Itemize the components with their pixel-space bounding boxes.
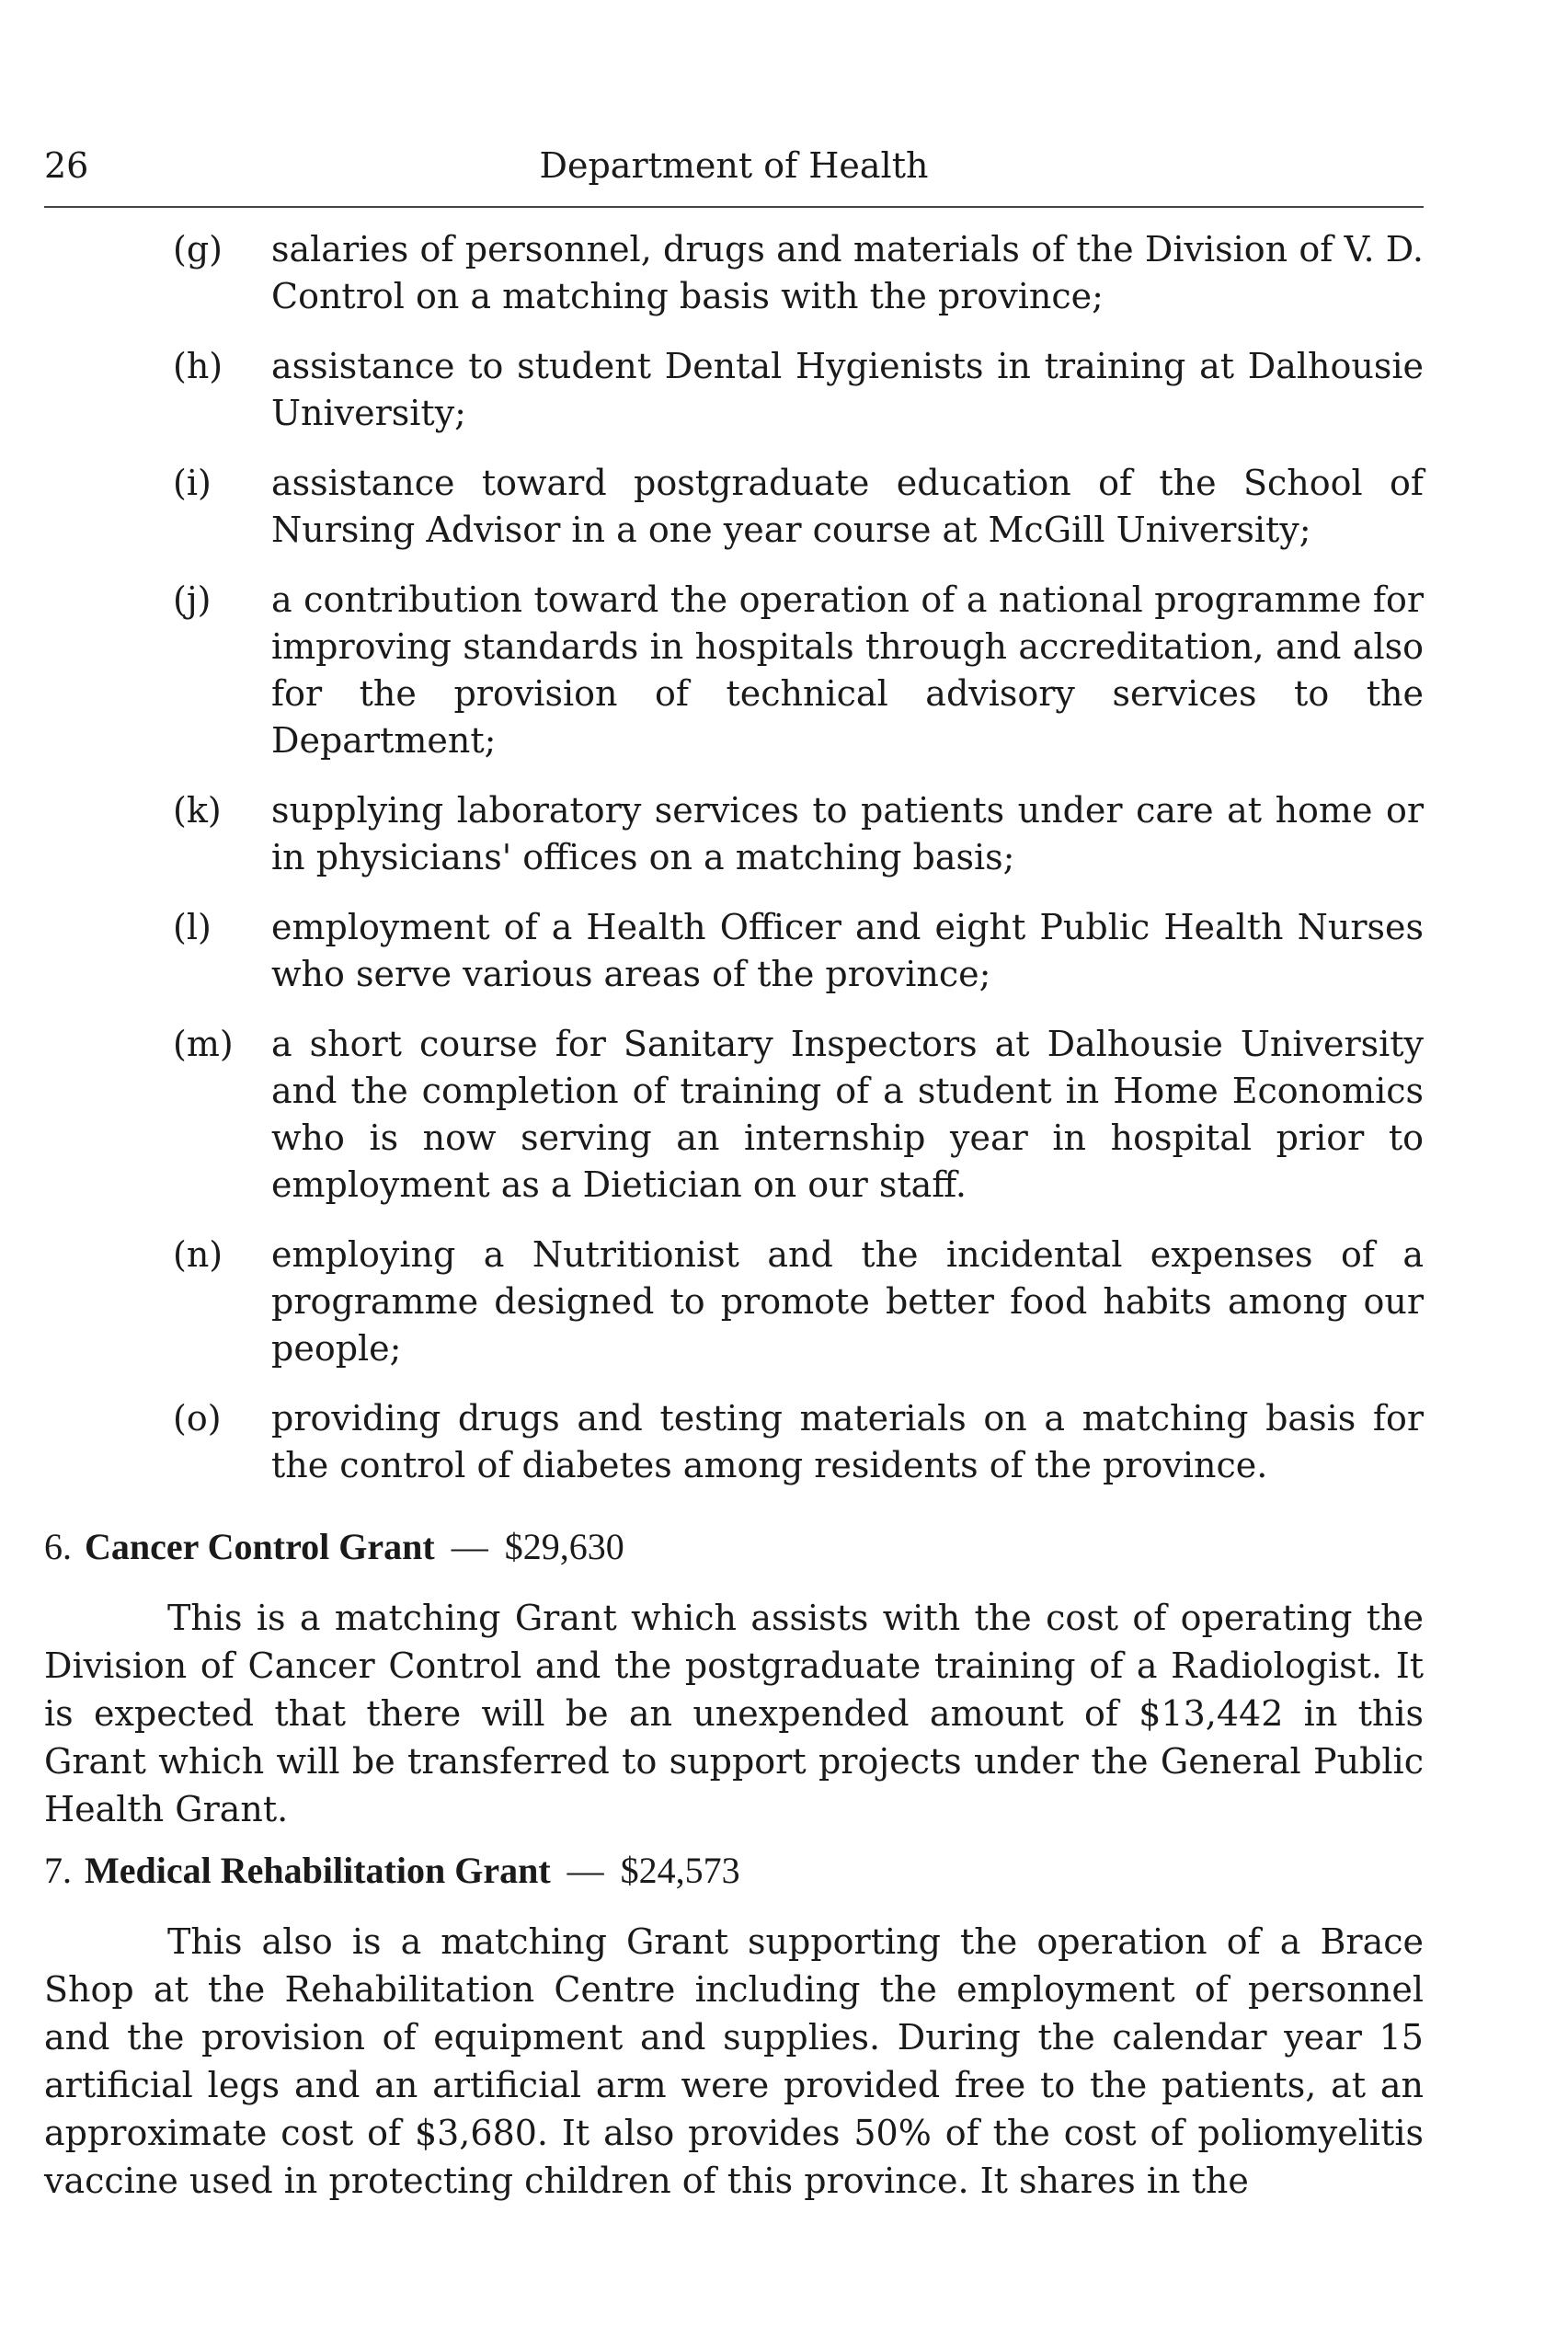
list-item (44, 343, 1424, 437)
page-number: 26 (44, 145, 89, 186)
item-label: (k) (173, 790, 222, 831)
running-title: Department of Health (539, 145, 929, 186)
item-text: employment of a Health Officer and eight Public Health Nurses who serve various areas of the province; (271, 907, 1424, 994)
item-text: a short course for Sanitary Inspectors at Dalhousie University and the completion of training of a student in Home Economics who is now serving an internship year in hospital prior to employment as a Dietician on our staff. (271, 1024, 1424, 1205)
item-label: (h) (173, 346, 223, 386)
section-title: Cancer Control Grant (85, 1526, 435, 1567)
document-page (44, 0, 1424, 2350)
list-item (44, 787, 1424, 881)
section-paragraph: This also is a matching Grant supporting the operation of a Brace Shop at the Rehabilitation Centre including the employment of personnel and the provision of equipment and supplies. During the calendar year 15 artificial legs and an artificial arm were provided free to the patients, at an approximate cost of $3,680. It also provides 50% of the cost of poliomyelitis vaccine used in protecting children of this province. It shares in the (44, 1921, 1424, 2201)
item-label: (j) (173, 579, 212, 620)
item-text: assistance to student Dental Hygienists in training at Dalhousie University; (271, 346, 1424, 433)
section-amount: $24,573 (620, 1850, 740, 1891)
item-label: (m) (173, 1024, 234, 1064)
section-medical-rehabilitation (44, 1846, 1424, 2205)
section-dash: — (567, 1850, 604, 1891)
section-dash: — (451, 1526, 488, 1567)
section-paragraph: This is a matching Grant which assists with the cost of operating the Division of Cancer Control and the postgraduate training of a Radiologist. It is expected that there will be an unexpended amount of $13,442 in this Grant which will be transferred to support projects under the General Public Health Grant. (44, 1598, 1424, 1829)
section-heading (44, 1522, 1424, 1572)
item-label: (l) (173, 907, 212, 947)
list-item (44, 226, 1424, 320)
item-label: (o) (173, 1398, 222, 1439)
section-cancer-control (44, 1522, 1424, 1833)
section-heading (44, 1846, 1424, 1896)
item-text: assistance toward postgraduate education of the School of Nursing Advisor in a one year course at McGill University; (271, 463, 1424, 550)
item-text: providing drugs and testing materials on a matching basis for the control of diabetes among residents of the province. (271, 1398, 1424, 1485)
item-label: (g) (173, 229, 223, 269)
page-header (44, 143, 1424, 189)
list-item (44, 1395, 1424, 1489)
list-item (44, 1021, 1424, 1209)
item-label: (i) (173, 463, 212, 503)
header-rule (44, 206, 1424, 208)
section-title: Medical Rehabilitation Grant (85, 1850, 551, 1891)
list-item (44, 1232, 1424, 1372)
item-text: salaries of personnel, drugs and materials of the Division of V. D. Control on a matching basis with the province; (271, 229, 1424, 316)
item-text: employing a Nutritionist and the incidental expenses of a programme designed to promote better food habits among our people; (271, 1234, 1424, 1369)
section-number: 7. (44, 1850, 72, 1891)
list-item (44, 577, 1424, 764)
list-item (44, 460, 1424, 554)
list-item (44, 904, 1424, 998)
item-text: supplying laboratory services to patients under care at home or in physicians' offices on a matching basis; (271, 790, 1424, 877)
section-number: 6. (44, 1526, 72, 1567)
item-label: (n) (173, 1234, 223, 1275)
item-text: a contribution toward the operation of a national programme for improving standards in hospitals through accreditation, and also for the provision of technical advisory services to the Department; (271, 579, 1424, 761)
grant-items-list (44, 226, 1424, 1512)
section-amount: $29,630 (504, 1526, 624, 1567)
